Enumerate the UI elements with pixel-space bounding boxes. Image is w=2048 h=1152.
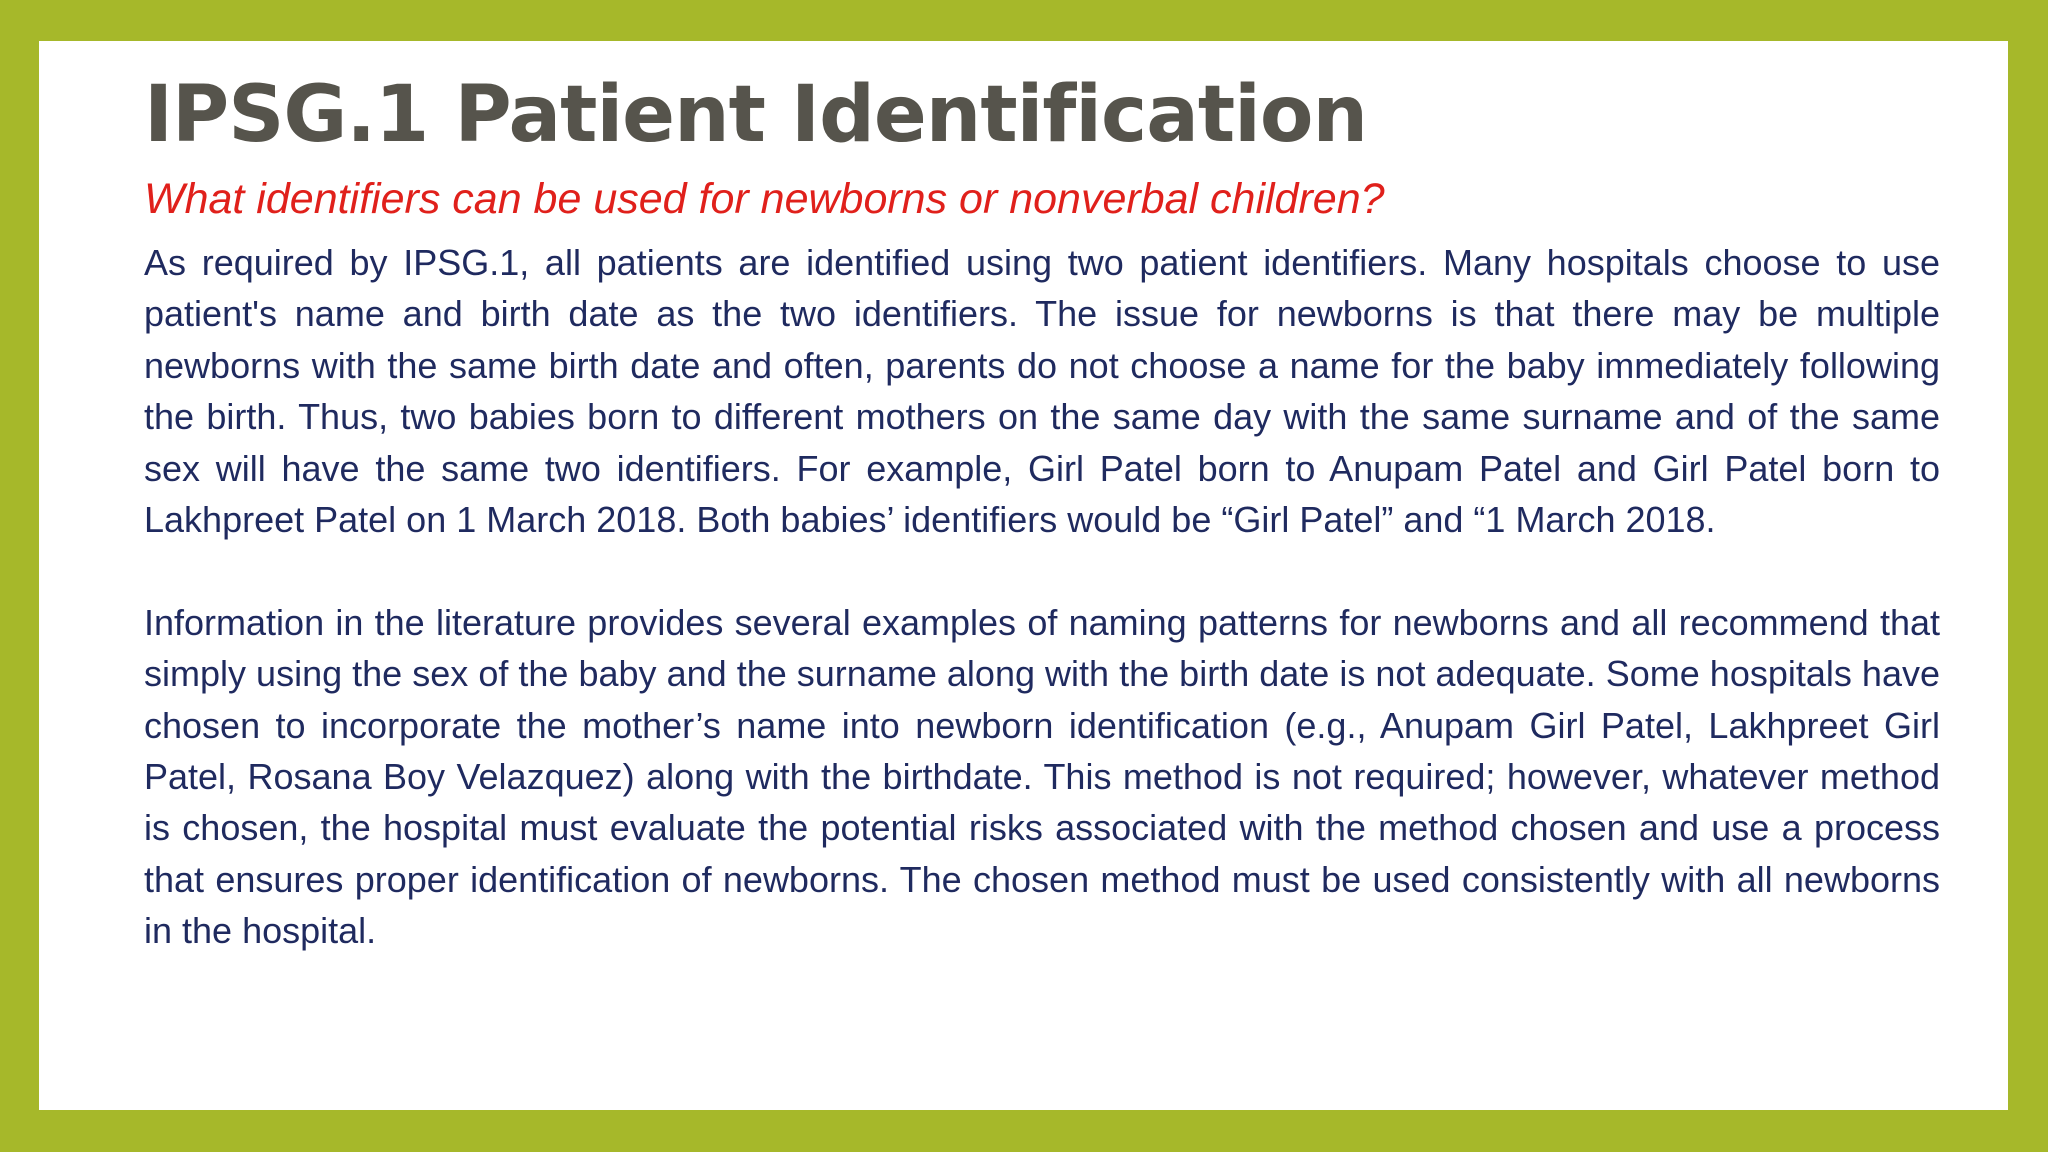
slide-content [144,69,1940,957]
slide-panel [39,41,2008,1110]
body-paragraph-2: Information in the literature provides several examples of naming patterns for newborns and all recommend that simply using the sex of the baby and the surname along with the birth date is not adequate. Some hospitals have chosen to incorporate the mother’s name into newborn identification (e.g., Anupam Girl Patel, Lakhpreet Girl Patel, Rosana Boy Velazquez) along with the birthdate. This method is not required; however, whatever method is chosen, the hospital must evaluate the potential risks associated with the method chosen and use a process that ensures proper identification of newborns. The chosen method must be used consistently with all newborns in the hospital. [144,601,1940,952]
body-paragraph-1: As required by IPSG.1, all patients are identified using two patient identifiers. Many hospitals choose to use patient's name and birth date as the two identifiers. The issue for newborns is that there may be multiple newborns with the same birth date and often, parents do not choose a name for the baby immediately following the birth. Thus, two babies born to different mothers on the same day with the same surname and of the same sex will have the same two identifiers. For example, Girl Patel born to Anupam Patel and Girl Patel born to Lakhpreet Patel on 1 March 2018. Both babies’ identifiers would be “Girl Patel” and “1 March 2018. [144,242,1940,541]
slide-question: What identifiers can be used for newborns or nonverbal children? [144,175,1385,223]
slide-title: IPSG.1 Patient Identification [144,70,1368,160]
